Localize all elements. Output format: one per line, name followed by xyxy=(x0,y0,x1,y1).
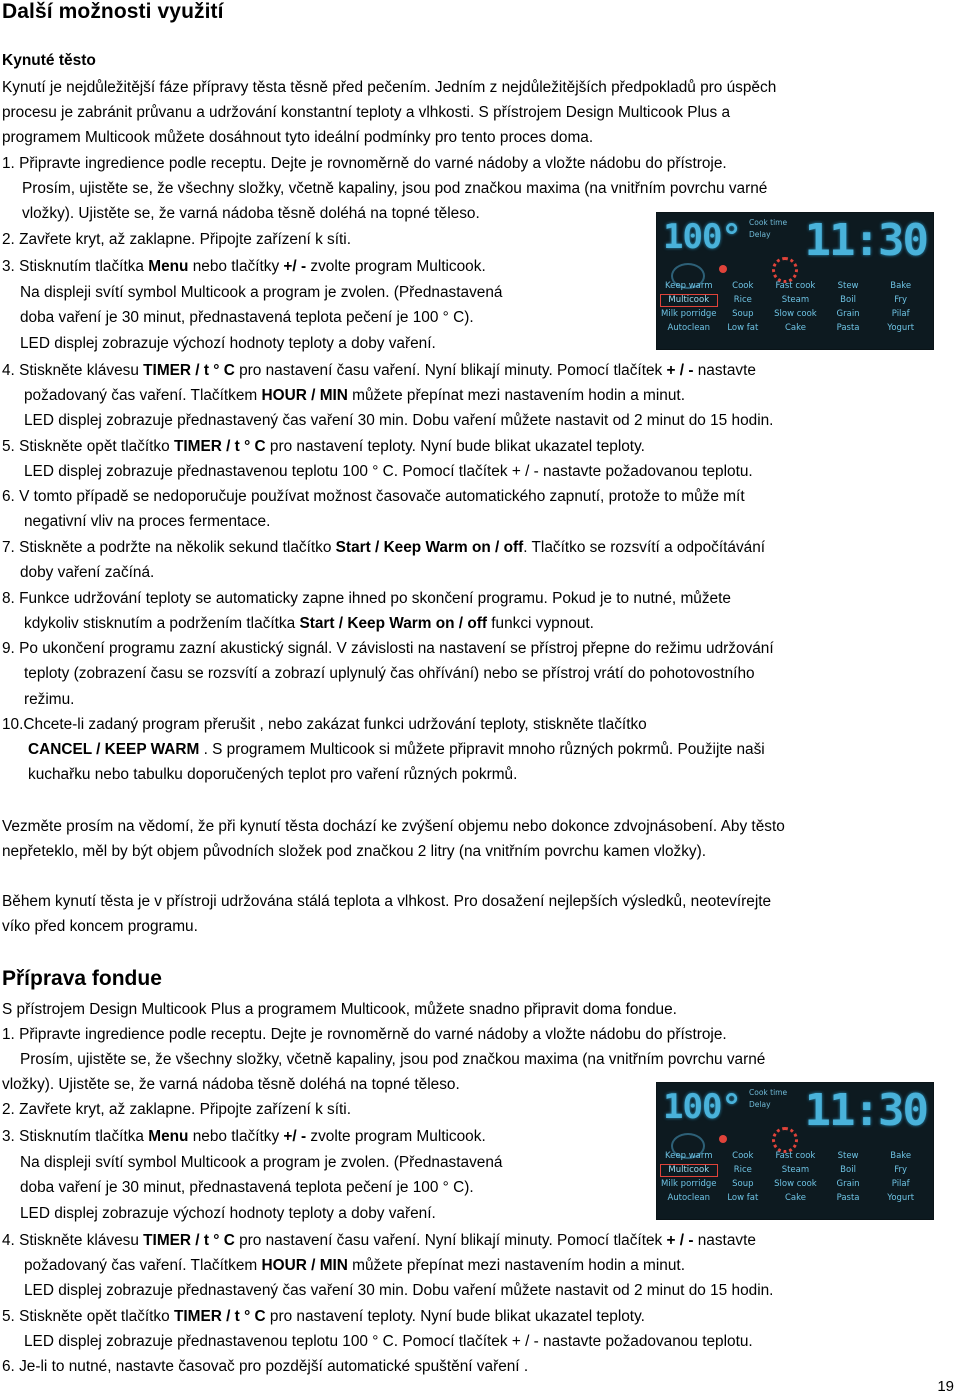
program-label: Cook xyxy=(732,281,754,291)
step-4: 4. Stiskněte klávesu TIMER / t ° C pro nastavení času vaření. Nyní blikají minuty. Pomocí tlačítek + / - nastavte xyxy=(2,362,756,379)
note-line: Vezměte prosím na vědomí, že při kynutí těsta dochází ke zvýšení objemu nebo dokonce zdvojnásobení. Aby těsto xyxy=(2,818,785,835)
section-subtitle: Kynuté těsto xyxy=(2,52,96,69)
page-title: Další možnosti využití xyxy=(2,0,224,23)
led-temperature: 100° xyxy=(663,217,741,257)
program-label: Steam xyxy=(781,295,810,305)
program-label: Grain xyxy=(836,309,860,319)
step-6-line: negativní vliv na proces fermentace. xyxy=(24,513,271,530)
program-label: Soup xyxy=(732,309,754,319)
program-label: Low fat xyxy=(727,323,759,333)
program-label: Boil xyxy=(840,295,856,305)
program-label: Keep warm xyxy=(665,281,713,291)
program-label: Bake xyxy=(890,281,912,291)
note-line: víko před koncem programu. xyxy=(2,918,198,935)
program-label: Milk porridge xyxy=(661,1179,717,1189)
program-label: Fry xyxy=(894,295,908,305)
program-label: Bake xyxy=(890,1151,912,1161)
step-3-line: doba vaření je 30 minut, přednastavená teplota pečení je 100 ° C). xyxy=(20,309,474,326)
step-9: 9. Po ukončení programu zazní akustický signál. V závislosti na nastavení se přístroj přepne do režimu udržování xyxy=(2,640,774,657)
program-label: Slow cook xyxy=(774,1179,817,1189)
page-number: 19 xyxy=(937,1378,954,1395)
paragraph-line: procesu je zabránit průvanu a udržování konstantní teploty a vlhkosti. S přístrojem Design Multicook Plus a xyxy=(2,104,731,121)
program-label: Rice xyxy=(733,295,752,305)
program-label: Yogurt xyxy=(887,323,915,333)
step-4-line: LED displej zobrazuje přednastavený čas vaření 30 min. Dobu vaření můžete nastavit od 2 minut do 15 hodin. xyxy=(24,1282,774,1299)
panel-label: Delay xyxy=(749,230,771,239)
step-5: 5. Stiskněte opět tlačítko TIMER / t ° C pro nastavení teploty. Nyní bude blikat ukazatel teploty. xyxy=(2,1308,645,1325)
step-8: 8. Funkce udržování teploty se automaticky zapne ihned po skončení programu. Pokud je to nutné, můžete xyxy=(2,590,731,607)
paragraph-line: S přístrojem Design Multicook Plus a programem Multicook, můžete snadno připravit doma fondue. xyxy=(2,1001,677,1018)
step-3-line: Na displeji svítí symbol Multicook a program je zvolen. (Přednastavená xyxy=(20,1154,503,1171)
section-title: Příprava fondue xyxy=(2,967,162,990)
step-7: 7. Stiskněte a podržte na několik sekund tlačítko Start / Keep Warm on / off. Tlačítko se rozsvítí a odpočítávání xyxy=(2,539,766,556)
program-label: Autoclean xyxy=(667,1193,711,1203)
step-1: 1. Připravte ingredience podle receptu. Dejte je rovnoměrně do varné nádoby a vložte nádobu do přístroje. xyxy=(2,1026,727,1043)
program-label-selected: Multicook xyxy=(661,1165,717,1176)
program-label: Low fat xyxy=(727,1193,759,1203)
step-5: 5. Stiskněte opět tlačítko TIMER / t ° C pro nastavení teploty. Nyní bude blikat ukazatel teploty. xyxy=(2,438,645,455)
paragraph-line: programem Multicook můžete dosáhnout tyto ideální podmínky pro tento proces doma. xyxy=(2,129,594,146)
paragraph-line: Kynutí je nejdůležitější fáze přípravy těsta těsně před pečením. Jedním z nejdůležitějších předpokladů pro úspěch xyxy=(2,79,777,96)
indicator-dot-icon xyxy=(719,1135,727,1143)
program-label: Pasta xyxy=(836,323,860,333)
program-label: Steam xyxy=(781,1165,810,1175)
program-label: Stew xyxy=(837,1151,859,1161)
step-6: 6. V tomto případě se nedoporučuje používat možnost časovače automatického zapnutí, protože to může mít xyxy=(2,488,745,505)
program-label: Cook xyxy=(732,1151,754,1161)
program-label: Yogurt xyxy=(887,1193,915,1203)
step-5-line: LED displej zobrazuje přednastavenou teplotu 100 ° C. Pomocí tlačítek + / - nastavte požadovanou teplotu. xyxy=(24,1333,753,1350)
step-8-line: kdykoliv stisknutím a podržením tlačítka Start / Keep Warm on / off funkci vypnout. xyxy=(24,615,594,632)
program-label: Milk porridge xyxy=(661,309,717,319)
step-7-line: doby vaření začíná. xyxy=(20,564,155,581)
program-label-selected: Multicook xyxy=(661,295,717,306)
program-label: Pilaf xyxy=(891,1179,910,1189)
program-grid xyxy=(661,281,927,334)
step-2: 2. Zavřete kryt, až zaklapne. Připojte zařízení k síti. xyxy=(2,1101,351,1118)
step-1-line: vložky). Ujistěte se, že varná nádoba těsně doléhá na topné těleso. xyxy=(2,1076,460,1093)
note-line: nepřeteklo, měl by být objem původních složek pod značkou 2 litry (na vnitřním povrchu kamen vložky). xyxy=(2,843,707,860)
step-3-line: LED displej zobrazuje výchozí hodnoty teploty a doby vaření. xyxy=(20,335,436,352)
led-control-panel xyxy=(656,212,934,350)
program-label: Rice xyxy=(733,1165,752,1175)
step-4-line: požadovaný čas vaření. Tlačítkem HOUR / MIN můžete přepínat mezi nastavením hodin a minut. xyxy=(24,1257,685,1274)
program-label: Fast cook xyxy=(775,1151,816,1161)
led-time: 11:30 xyxy=(804,215,927,266)
step-1: 1. Připravte ingredience podle receptu. Dejte je rovnoměrně do varné nádoby a vložte nádobu do přístroje. xyxy=(2,155,727,172)
panel-label: Cook time xyxy=(749,218,788,227)
step-3-line: doba vaření je 30 minut, přednastavená teplota pečení je 100 ° C). xyxy=(20,1179,474,1196)
step-10-line: kuchařku nebo tabulku doporučených teplot pro vaření různých pokrmů. xyxy=(28,766,518,783)
step-4-line: požadovaný čas vaření. Tlačítkem HOUR / MIN můžete přepínat mezi nastavením hodin a minut. xyxy=(24,387,685,404)
step-1-line: Prosím, ujistěte se, že všechny složky, včetně kapaliny, jsou pod značkou maxima (na vnitřním povrchu varné xyxy=(22,180,768,197)
program-label: Fast cook xyxy=(775,281,816,291)
panel-label: Delay xyxy=(749,1100,771,1109)
program-label: Cake xyxy=(784,323,806,333)
progress-ring-icon xyxy=(772,1127,798,1153)
step-1-line: vložky). Ujistěte se, že varná nádoba těsně doléhá na topné těleso. xyxy=(22,205,480,222)
step-3-line: Na displeji svítí symbol Multicook a program je zvolen. (Přednastavená xyxy=(20,284,503,301)
program-label: Boil xyxy=(840,1165,856,1175)
program-label: Keep warm xyxy=(665,1151,713,1161)
program-grid xyxy=(661,1151,927,1204)
program-label: Soup xyxy=(732,1179,754,1189)
indicator-dot-icon xyxy=(719,265,727,273)
note-line: Během kynutí těsta je v přístroji udržována stálá teplota a vlhkost. Pro dosažení nejlepších výsledků, neotevírejte xyxy=(2,893,772,910)
step-2: 2. Zavřete kryt, až zaklapne. Připojte zařízení k síti. xyxy=(2,231,351,248)
program-label: Cake xyxy=(784,1193,806,1203)
step-1-line: Prosím, ujistěte se, že všechny složky, včetně kapaliny, jsou pod značkou maxima (na vnitřním povrchu varné xyxy=(20,1051,766,1068)
step-5-line: LED displej zobrazuje přednastavenou teplotu 100 ° C. Pomocí tlačítek + / - nastavte požadovanou teplotu. xyxy=(24,463,753,480)
program-label: Autoclean xyxy=(667,323,711,333)
step-4-line: LED displej zobrazuje přednastavený čas vaření 30 min. Dobu vaření můžete nastavit od 2 minut do 15 hodin. xyxy=(24,412,774,429)
led-temperature: 100° xyxy=(663,1087,741,1127)
step-6: 6. Je-li to nutné, nastavte časovač pro pozdější automatické spuštění vaření . xyxy=(2,1358,529,1375)
panel-label: Cook time xyxy=(749,1088,788,1097)
program-label: Pasta xyxy=(836,1193,860,1203)
program-label: Pilaf xyxy=(891,309,910,319)
step-3: 3. Stisknutím tlačítka Menu nebo tlačítky +/ - zvolte program Multicook. xyxy=(2,1128,486,1145)
step-10-line: CANCEL / KEEP WARM . S programem Multicook si můžete připravit mnoho různých pokrmů. Použijte naši xyxy=(28,741,765,758)
program-label: Grain xyxy=(836,1179,860,1189)
step-9-line: teploty (zobrazení času se rozsvítí a zobrazí uplynulý čas ohřívání) nebo se přístroj vrátí do pohotovostního xyxy=(24,665,755,682)
program-label: Slow cook xyxy=(774,309,817,319)
led-control-panel xyxy=(656,1082,934,1220)
progress-ring-icon xyxy=(772,257,798,283)
led-time: 11:30 xyxy=(804,1085,927,1136)
step-3: 3. Stisknutím tlačítka Menu nebo tlačítky +/ - zvolte program Multicook. xyxy=(2,258,486,275)
step-4: 4. Stiskněte klávesu TIMER / t ° C pro nastavení času vaření. Nyní blikají minuty. Pomocí tlačítek + / - nastavte xyxy=(2,1232,756,1249)
step-10: 10.Chcete-li zadaný program přerušit , nebo zakázat funkci udržování teploty, stiskněte tlačítko xyxy=(2,716,647,733)
program-label: Fry xyxy=(894,1165,908,1175)
step-3-line: LED displej zobrazuje výchozí hodnoty teploty a doby vaření. xyxy=(20,1205,436,1222)
program-label: Stew xyxy=(837,281,859,291)
step-9-line: režimu. xyxy=(24,691,75,708)
